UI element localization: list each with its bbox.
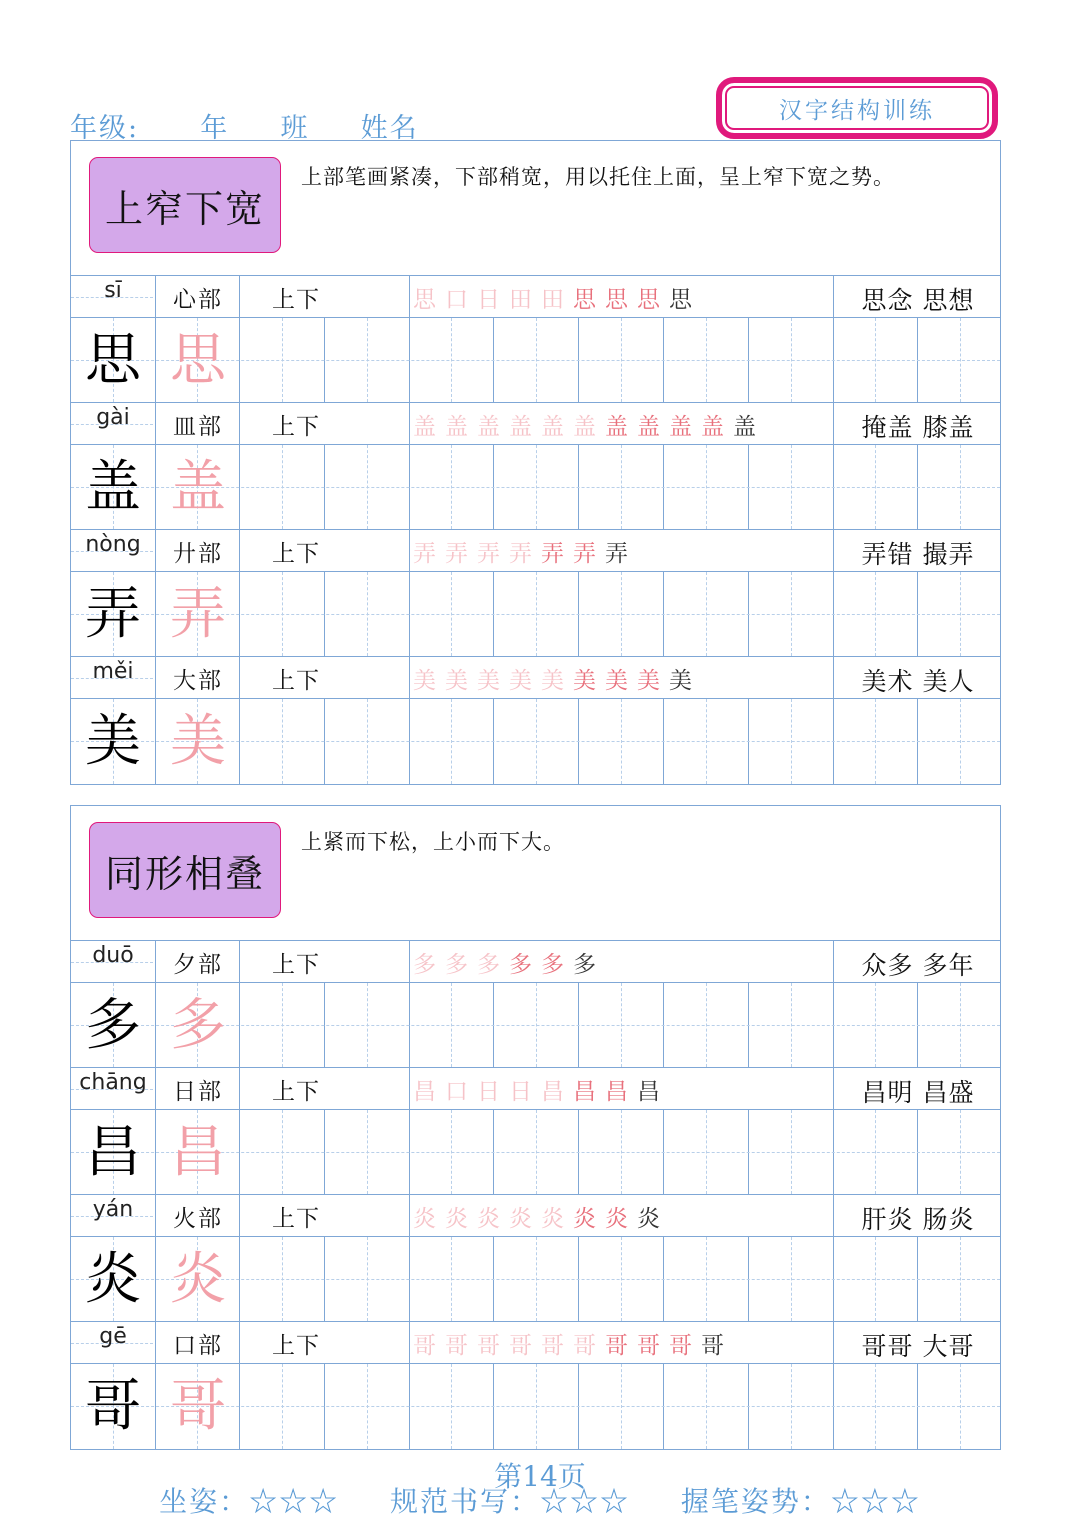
worksheet-title: 汉字结构训练 xyxy=(716,77,998,139)
stroke-step: 盖 xyxy=(573,414,605,440)
radical: 皿部 xyxy=(173,414,223,440)
stroke-step: 美 xyxy=(445,668,477,694)
class-label: 班 xyxy=(280,113,310,144)
stroke-step: 多 xyxy=(477,952,509,978)
name-label: 姓名 xyxy=(360,113,419,144)
rating-grip: 握笔姿势：☆☆☆ xyxy=(680,1485,921,1518)
stroke-step: 昌 xyxy=(637,1079,669,1105)
stroke-step: 弄 xyxy=(573,541,605,567)
stroke-step: 田 xyxy=(509,287,541,313)
stroke-step: 昌 xyxy=(573,1079,605,1105)
structure: 上下 xyxy=(272,1079,320,1105)
stroke-step: 炎 xyxy=(573,1206,605,1232)
stroke-step: 哥 xyxy=(541,1333,573,1359)
structure: 上下 xyxy=(272,287,320,313)
pinyin: měi xyxy=(92,659,134,684)
stroke-step: 炎 xyxy=(477,1206,509,1232)
stroke-step: 哥 xyxy=(701,1333,733,1359)
pinyin: gē xyxy=(99,1324,127,1349)
char-info-row xyxy=(71,1068,1000,1110)
stroke-step: 弄 xyxy=(477,541,509,567)
radical: 廾部 xyxy=(173,541,223,567)
section-narrow-top xyxy=(70,140,1001,785)
stroke-step: 盖 xyxy=(509,414,541,440)
trace-character: 盖 xyxy=(170,455,226,520)
model-character: 盖 xyxy=(85,455,141,520)
stroke-step: 盖 xyxy=(413,414,445,440)
stroke-step: 思 xyxy=(637,287,669,313)
trace-character: 美 xyxy=(170,709,226,774)
stroke-step: 盖 xyxy=(669,414,701,440)
structure: 上下 xyxy=(272,668,320,694)
stroke-step: 盖 xyxy=(701,414,733,440)
stroke-step: 炎 xyxy=(605,1206,637,1232)
example-words: 思念 思想 xyxy=(861,286,975,315)
stroke-step: 思 xyxy=(669,287,701,313)
practice-grid-row xyxy=(71,318,1000,403)
section-badge: 同形相叠 xyxy=(89,822,281,918)
section-badge: 上窄下宽 xyxy=(89,157,281,253)
example-words: 弄错 撮弄 xyxy=(861,540,975,569)
practice-grid-row xyxy=(71,1237,1000,1322)
stroke-step: 哥 xyxy=(573,1333,605,1359)
stroke-step: 思 xyxy=(605,287,637,313)
stroke-step: 弄 xyxy=(445,541,477,567)
stroke-step: 盖 xyxy=(445,414,477,440)
model-character: 美 xyxy=(85,709,141,774)
stroke-step: 思 xyxy=(413,287,445,313)
stroke-order xyxy=(413,662,833,695)
model-character: 炎 xyxy=(85,1247,141,1312)
stroke-step: 炎 xyxy=(637,1206,669,1232)
stroke-order xyxy=(413,281,833,314)
stroke-step: 多 xyxy=(413,952,445,978)
model-character: 哥 xyxy=(85,1374,141,1439)
pinyin: sī xyxy=(104,278,122,303)
stroke-step: 美 xyxy=(477,668,509,694)
model-character: 思 xyxy=(85,328,141,393)
char-info-row xyxy=(71,657,1000,699)
stroke-step: 弄 xyxy=(605,541,637,567)
stroke-step: 盖 xyxy=(477,414,509,440)
stroke-step: 哥 xyxy=(637,1333,669,1359)
stroke-step: 多 xyxy=(445,952,477,978)
stroke-step: 美 xyxy=(669,668,701,694)
model-character: 多 xyxy=(85,993,141,1058)
stroke-step: 田 xyxy=(541,287,573,313)
trace-character: 昌 xyxy=(170,1120,226,1185)
stroke-step: 炎 xyxy=(509,1206,541,1232)
model-character: 昌 xyxy=(85,1120,141,1185)
stroke-step: 日 xyxy=(477,287,509,313)
practice-grid-row xyxy=(71,572,1000,657)
practice-grid-row xyxy=(71,1364,1000,1449)
practice-grid-row xyxy=(71,1110,1000,1195)
stroke-step: 美 xyxy=(541,668,573,694)
stroke-order xyxy=(413,408,833,441)
stroke-step: 日 xyxy=(509,1079,541,1105)
trace-character: 弄 xyxy=(170,582,226,647)
example-words: 众多 多年 xyxy=(861,951,975,980)
section-stacked xyxy=(70,805,1001,1450)
stroke-step: 哥 xyxy=(445,1333,477,1359)
char-info-row xyxy=(71,530,1000,572)
stroke-order xyxy=(413,535,833,568)
trace-character: 思 xyxy=(170,328,226,393)
stroke-step: 多 xyxy=(509,952,541,978)
pinyin: duō xyxy=(92,943,134,968)
stroke-step: 口 xyxy=(445,1079,477,1105)
stroke-step: 昌 xyxy=(605,1079,637,1105)
stroke-order xyxy=(413,1327,833,1360)
radical: 大部 xyxy=(173,668,223,694)
stroke-step: 多 xyxy=(573,952,605,978)
stroke-step: 思 xyxy=(573,287,605,313)
section-header xyxy=(71,806,1000,941)
section-description: 上紧而下松，上小而下大。 xyxy=(301,830,565,854)
example-words: 美术 美人 xyxy=(861,667,975,696)
radical: 夕部 xyxy=(173,952,223,978)
practice-grid-row xyxy=(71,699,1000,784)
stroke-step: 炎 xyxy=(445,1206,477,1232)
stroke-step: 美 xyxy=(413,668,445,694)
radical: 日部 xyxy=(173,1079,223,1105)
stroke-step: 口 xyxy=(445,287,477,313)
char-info-row xyxy=(71,276,1000,318)
pinyin: nòng xyxy=(85,532,141,557)
page-number: 第14页 xyxy=(494,1460,586,1493)
stroke-step: 美 xyxy=(509,668,541,694)
structure: 上下 xyxy=(272,1206,320,1232)
pinyin: gài xyxy=(96,405,130,430)
stroke-step: 多 xyxy=(541,952,573,978)
stroke-step: 弄 xyxy=(541,541,573,567)
structure: 上下 xyxy=(272,541,320,567)
char-info-row xyxy=(71,1195,1000,1237)
radical: 心部 xyxy=(173,287,223,313)
pinyin: chāng xyxy=(79,1070,147,1095)
example-words: 哥哥 大哥 xyxy=(861,1332,975,1361)
structure: 上下 xyxy=(272,414,320,440)
stroke-step: 昌 xyxy=(541,1079,573,1105)
stroke-step: 哥 xyxy=(477,1333,509,1359)
stroke-step: 哥 xyxy=(669,1333,701,1359)
stroke-step: 盖 xyxy=(637,414,669,440)
pinyin: yán xyxy=(92,1197,134,1222)
rating-writing: 规范书写：☆☆☆ xyxy=(389,1485,630,1518)
stroke-step: 弄 xyxy=(413,541,445,567)
trace-character: 哥 xyxy=(170,1374,226,1439)
practice-grid-row xyxy=(71,445,1000,530)
stroke-step: 炎 xyxy=(413,1206,445,1232)
stroke-step: 日 xyxy=(477,1079,509,1105)
stroke-order xyxy=(413,946,833,979)
example-words: 掩盖 膝盖 xyxy=(861,413,975,442)
stroke-step: 炎 xyxy=(541,1206,573,1232)
stroke-step: 昌 xyxy=(413,1079,445,1105)
char-info-row xyxy=(71,403,1000,445)
stroke-order xyxy=(413,1200,833,1233)
stroke-step: 美 xyxy=(605,668,637,694)
example-words: 昌明 昌盛 xyxy=(861,1078,975,1107)
stroke-step: 美 xyxy=(637,668,669,694)
year-label: 年 xyxy=(200,113,230,144)
rating-bar xyxy=(0,1480,1080,1520)
stroke-step: 哥 xyxy=(605,1333,637,1359)
stroke-step: 盖 xyxy=(733,414,765,440)
stroke-step: 弄 xyxy=(509,541,541,567)
example-words: 肝炎 肠炎 xyxy=(861,1205,975,1234)
stroke-step: 哥 xyxy=(509,1333,541,1359)
radical: 火部 xyxy=(173,1206,223,1232)
stroke-step: 盖 xyxy=(541,414,573,440)
stroke-step: 美 xyxy=(573,668,605,694)
section-description: 上部笔画紧凑，下部稍宽，用以托住上面，呈上窄下宽之势。 xyxy=(301,165,895,189)
char-info-row xyxy=(71,941,1000,983)
stroke-order xyxy=(413,1073,833,1106)
structure: 上下 xyxy=(272,1333,320,1359)
grade-label: 年级: xyxy=(70,113,140,144)
radical: 口部 xyxy=(173,1333,223,1359)
practice-grid-row xyxy=(71,983,1000,1068)
rating-sitting: 坐姿：☆☆☆ xyxy=(159,1485,340,1518)
char-info-row xyxy=(71,1322,1000,1364)
trace-character: 炎 xyxy=(170,1247,226,1312)
model-character: 弄 xyxy=(85,582,141,647)
stroke-step: 哥 xyxy=(413,1333,445,1359)
trace-character: 多 xyxy=(170,993,226,1058)
stroke-step: 盖 xyxy=(605,414,637,440)
section-header xyxy=(71,141,1000,276)
structure: 上下 xyxy=(272,952,320,978)
